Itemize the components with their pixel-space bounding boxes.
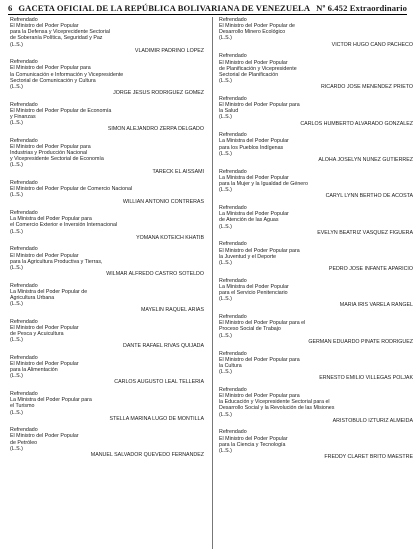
endorsement-line: (L.S.): [10, 373, 23, 380]
signatory-name: ARISTÓBULO IZTÚRIZ ALMEIDA: [332, 417, 413, 424]
endorsement-line: de Planificación y Vicepresidente: [219, 65, 297, 72]
endorsement-line: (L.S.): [219, 223, 232, 230]
endorsement-line: El Ministro del Poder Popular para: [219, 393, 300, 400]
endorsement-line: Sectorial de Comunicación y Cultura: [10, 77, 96, 84]
endorsement-line: (L.S.): [10, 228, 23, 235]
endorsement-line: la Salud: [219, 108, 239, 115]
signatory-name: PEDRO JOSÉ INFANTE APARICIO: [328, 266, 413, 273]
endorsement-line: para la Alimentación: [10, 367, 58, 374]
endorsement-block: [219, 53, 415, 90]
endorsement-line: Agricultura Urbana: [10, 294, 55, 301]
signatory-name: WILLIAN ANTONIO CONTRERAS: [122, 198, 204, 205]
endorsement-line: El Ministro del Poder Popular para: [219, 247, 300, 254]
endorsement-line: La Ministra del Poder Popular de: [10, 288, 88, 295]
endorsement-line: El Ministro del Poder Popular: [10, 324, 79, 331]
endorsement-block: [219, 429, 415, 460]
endorsement-line: de Soberanía Política, Seguridad y Paz: [10, 35, 103, 42]
endorsement-line: (L.S.): [219, 369, 232, 375]
header-rule: [8, 14, 407, 15]
endorsement-heading: Refrendado: [219, 241, 247, 248]
endorsement-line: El Ministro del Poder Popular de Economía: [10, 107, 112, 114]
endorsement-line: La Ministra del Poder Popular: [219, 211, 289, 218]
endorsement-block: [219, 205, 415, 236]
endorsement-line: La Ministra del Poder Popular: [219, 174, 289, 181]
endorsement-line: (L.S.): [219, 35, 232, 42]
signatory-name: ERNESTO EMILIO VILLEGAS POLJAK: [319, 375, 413, 382]
endorsement-heading: Refrendado: [10, 391, 38, 398]
signatory-name: MAYELIN RAQUEL ARIAS: [141, 307, 204, 314]
gazette-header: [8, 2, 407, 13]
endorsement-line: El Ministro del Poder Popular de Comercio Nacional: [10, 186, 133, 193]
endorsement-heading: Refrendado: [219, 205, 247, 212]
endorsement-line: la Juventud y el Deporte: [219, 253, 277, 260]
right-column: [219, 17, 415, 466]
endorsement-line: (L.S.): [10, 192, 23, 199]
endorsement-heading: Refrendado: [219, 314, 247, 321]
endorsement-line: La Ministra del Poder Popular para: [10, 397, 92, 404]
endorsement-line: de Petróleo: [10, 439, 38, 446]
endorsement-block: [10, 246, 206, 277]
endorsement-heading: Refrendado: [10, 180, 38, 187]
endorsement-block: [10, 59, 206, 96]
signatory-name: SIMÓN ALEJANDRO ZERPA DELGADO: [107, 126, 204, 133]
endorsement-line: (L.S.): [10, 120, 23, 127]
endorsement-heading: Refrendado: [10, 354, 38, 361]
endorsement-line: para la Ciencia y Tecnología: [219, 441, 286, 448]
signatory-name: DANTE RAFAEL RIVAS QUIJADA: [123, 343, 204, 350]
endorsement-line: (L.S.): [10, 409, 23, 416]
endorsement-line: Sectorial de Planificación: [219, 71, 279, 78]
issue-number: Nº 6.452 Extraordinario: [316, 2, 407, 13]
endorsement-line: La Ministra del Poder Popular: [219, 283, 289, 290]
endorsement-heading: Refrendado: [10, 282, 38, 289]
endorsement-block: [10, 17, 206, 54]
signatory-name: CARLOS HUMBERTO ALVARADO GONZÁLEZ: [300, 120, 413, 127]
endorsement-heading: Refrendado: [10, 427, 38, 434]
endorsement-heading: Refrendado: [10, 137, 38, 144]
endorsement-line: (L.S.): [219, 411, 232, 418]
endorsement-line: (L.S.): [10, 445, 23, 452]
gazette-title: GACETA OFICIAL DE LA REPÚBLICA BOLIVARIANA DE VENEZUELA: [18, 2, 311, 13]
endorsement-line: Industrias y Producción Nacional: [10, 150, 88, 157]
signatory-name: FREDDY CLARET BRITO MAESTRE: [324, 454, 413, 461]
endorsement-line: La Ministra del Poder Popular para: [10, 216, 92, 223]
endorsement-line: para la Mujer y la Igualdad de Género: [219, 180, 308, 187]
endorsement-line: (L.S.): [219, 150, 232, 157]
endorsement-line: la Cultura: [219, 362, 242, 369]
endorsement-block: [219, 241, 415, 272]
endorsement-heading: Refrendado: [219, 132, 247, 139]
endorsement-line: para los Pueblos Indígenas: [219, 144, 284, 151]
endorsement-line: (L.S.): [219, 114, 232, 121]
endorsement-line: y Finanzas: [10, 113, 36, 120]
endorsement-line: (L.S.): [10, 264, 23, 271]
endorsement-line: (L.S.): [219, 332, 232, 339]
endorsement-line: (L.S.): [219, 296, 232, 303]
endorsement-line: (L.S.): [10, 337, 23, 344]
endorsement-heading: Refrendado: [10, 318, 38, 325]
endorsement-line: Desarrollo Minero Ecológico: [219, 29, 286, 36]
endorsement-line: La Ministra del Poder Popular: [219, 138, 289, 145]
endorsement-line: El Ministro del Poder Popular: [10, 23, 79, 30]
endorsement-line: para la Defensa y Viceprecidente Sectorial: [10, 29, 111, 36]
endorsement-line: (L.S.): [219, 447, 232, 454]
endorsement-heading: Refrendado: [10, 59, 38, 66]
endorsement-block: [10, 138, 206, 175]
endorsement-block: [219, 132, 415, 163]
endorsement-line: (L.S.): [10, 300, 23, 307]
endorsement-line: Proceso Social de Trabajo: [219, 326, 281, 333]
endorsement-block: [219, 351, 415, 382]
endorsement-line: Desarrollo Social y la Revolución de las Misiones: [219, 405, 335, 412]
endorsement-block: [10, 283, 206, 314]
signatory-name: EVELYN BEATRIZ VÁSQUEZ FIGUERA: [317, 229, 413, 236]
endorsement-block: [10, 180, 206, 205]
endorsement-heading: Refrendado: [219, 17, 247, 23]
endorsement-heading: Refrendado: [10, 101, 38, 108]
endorsement-block: [219, 17, 415, 48]
endorsement-line: El Ministro del Poder Popular: [219, 435, 288, 442]
endorsement-block: [219, 314, 415, 345]
endorsement-line: El Ministro del Poder Popular para: [219, 102, 300, 109]
signatory-name: MARÍA IRIS VARELA RANGEL: [339, 302, 413, 309]
signatory-name: STELLA MARINA LUGO DE MONTILLA: [109, 415, 204, 422]
endorsement-block: [10, 427, 206, 458]
endorsement-block: [10, 102, 206, 133]
endorsement-line: El Ministro del Poder Popular: [10, 433, 79, 440]
endorsement-heading: Refrendado: [10, 17, 38, 23]
endorsement-line: y Vicepresidente Sectorial de Economía: [10, 156, 104, 163]
signatory-name: JORGE JESÚS RODRÍGUEZ GÓMEZ: [113, 90, 204, 97]
endorsement-line: (L.S.): [219, 78, 232, 84]
endorsement-block: [10, 319, 206, 350]
signatory-name: CARYL LYNN BERTHO DE ACOSTA: [325, 193, 413, 200]
endorsement-line: El Ministro del Poder Popular de: [219, 23, 295, 30]
endorsement-line: El Ministro del Poder Popular para: [10, 65, 91, 72]
endorsement-block: [10, 355, 206, 386]
endorsement-heading: Refrendado: [10, 210, 38, 217]
endorsement-heading: Refrendado: [219, 53, 247, 60]
page-number: 6: [8, 2, 13, 13]
signatory-name: VLADIMIR PADRINO LÓPEZ: [134, 47, 204, 54]
signatory-name: RICARDO JOSÉ MENÉNDEZ PRIETO: [320, 84, 413, 91]
endorsement-heading: Refrendado: [219, 386, 247, 393]
endorsement-heading: Refrendado: [219, 168, 247, 175]
endorsement-heading: Refrendado: [10, 246, 38, 253]
endorsement-line: (L.S.): [10, 41, 23, 48]
endorsement-line: El Ministro del Poder Popular para: [10, 143, 91, 150]
endorsement-block: [219, 278, 415, 309]
signatory-name: WILMAR ALFREDO CASTRO SOTELDO: [106, 270, 204, 277]
endorsement-line: de Atención de las Aguas: [219, 217, 279, 224]
endorsement-heading: Refrendado: [219, 350, 247, 357]
endorsement-block: [219, 387, 415, 424]
endorsement-block: [10, 391, 206, 422]
signatory-name: GERMAN EDUARDO PIÑATE RODRÍGUEZ: [308, 338, 413, 345]
endorsement-line: el Comercio Exterior e Inversión Internacional: [10, 222, 118, 229]
endorsement-line: El Ministro del Poder Popular para el: [219, 320, 306, 327]
column-divider: [212, 17, 213, 549]
endorsement-line: (L.S.): [10, 83, 23, 90]
endorsement-line: El Ministro del Poder Popular: [10, 361, 79, 368]
endorsement-line: El Ministro del Poder Popular: [219, 59, 288, 66]
endorsement-line: la Educación y Vicepresidente Sectorial para el: [219, 399, 330, 406]
signatory-name: ALOHA JOSELYN NÚÑEZ GUTIÉRREZ: [318, 156, 413, 163]
endorsement-line: El Ministro del Poder Popular para: [219, 356, 300, 363]
signatory-name: MANUEL SALVADOR QUEVEDO FERNÁNDEZ: [90, 451, 204, 458]
endorsement-heading: Refrendado: [219, 95, 247, 102]
signatory-name: VÍCTOR HUGO CANO PACHECO: [331, 41, 413, 48]
left-column: [10, 17, 206, 463]
endorsement-heading: Refrendado: [219, 277, 247, 284]
endorsement-block: [10, 210, 206, 241]
endorsement-line: para la Agricultura Productiva y Tierras,: [10, 258, 103, 265]
endorsement-line: (L.S.): [219, 259, 232, 266]
endorsement-line: la Comunicación e Información y Vicepresidente: [10, 71, 124, 78]
signatory-name: YOMANA KOTEICH KHATIB: [136, 234, 204, 241]
endorsement-line: de Pesca y Acuicultura: [10, 331, 64, 337]
endorsement-block: [219, 169, 415, 200]
endorsement-line: el Turismo: [10, 403, 35, 410]
endorsement-line: (L.S.): [219, 187, 232, 194]
endorsement-line: (L.S.): [10, 162, 23, 169]
endorsement-block: [219, 96, 415, 127]
endorsement-heading: Refrendado: [219, 429, 247, 436]
endorsement-line: para el Servicio Penitenciario: [219, 290, 288, 297]
signatory-name: TARECK EL AISSAMI: [152, 168, 204, 175]
endorsement-line: El Ministro del Poder Popular: [10, 252, 79, 259]
signatory-name: CARLOS AUGUSTO LEAL TELLERÍA: [114, 379, 204, 386]
